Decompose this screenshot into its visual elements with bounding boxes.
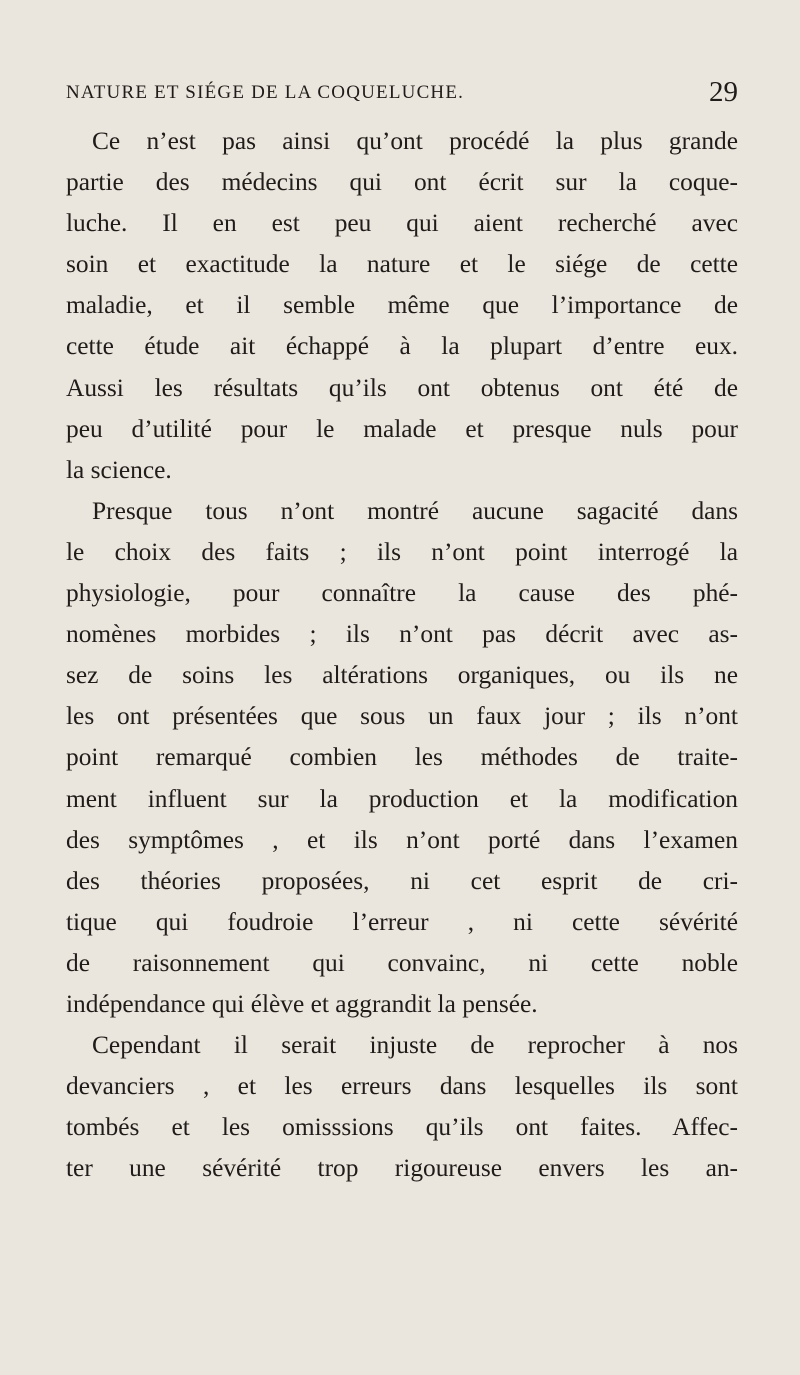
paragraph-1	[66, 121, 738, 491]
text-line: indépendance qui élève et aggrandit la pensée.	[66, 989, 538, 1018]
text-line: le choix des faits ; ils n’ont point interrogé la	[66, 537, 738, 566]
text-line: Ce n’est pas ainsi qu’ont procédé la plus grande	[92, 127, 738, 155]
paragraph-2	[66, 491, 738, 1025]
text-line: ment influent sur la production et la modification	[66, 784, 738, 813]
text-line: maladie, et il semble même que l’importance de	[66, 291, 738, 320]
text-line: tombés et les omisssions qu’ils ont faites. Affec-	[66, 1113, 738, 1142]
text-line: tique qui foudroie l’erreur , ni cette sévérité	[66, 907, 738, 936]
text-line: des symptômes , et ils n’ont porté dans l’examen	[66, 825, 738, 854]
text-line: soin et exactitude la nature et le siége de cette	[66, 250, 738, 279]
text-line: partie des médecins qui ont écrit sur la coque-	[66, 168, 738, 197]
text-line: nomènes morbides ; ils n’ont pas décrit avec as-	[66, 620, 738, 649]
text-line: Cependant il serait injuste de reprocher à nos	[92, 1031, 738, 1060]
text-line: peu d’utilité pour le malade et presque nuls pour	[66, 414, 738, 443]
text-line: Presque tous n’ont montré aucune sagacité dans	[92, 496, 738, 525]
text-line: point remarqué combien les méthodes de traite-	[66, 743, 738, 772]
page-number: 29	[709, 76, 738, 108]
text-line: ter une sévérité trop rigoureuse envers les an-	[66, 1154, 738, 1183]
text-line: de raisonnement qui convainc, ni cette noble	[66, 948, 738, 977]
text-line: la science.	[66, 455, 172, 484]
text-line: physiologie, pour connaître la cause des phé-	[66, 579, 738, 608]
body-text	[66, 121, 738, 1189]
page-header	[66, 76, 738, 112]
text-line: les ont présentées que sous un faux jour ; ils n’ont	[66, 702, 738, 731]
text-line: Aussi les résultats qu’ils ont obtenus ont été de	[66, 373, 738, 402]
text-line: cette étude ait échappé à la plupart d’entre eux.	[66, 332, 738, 361]
text-line: sez de soins les altérations organiques, ou ils ne	[66, 661, 738, 690]
text-line: devanciers , et les erreurs dans lesquelles ils sont	[66, 1072, 738, 1101]
text-line: des théories proposées, ni cet esprit de cri-	[66, 866, 738, 895]
text-line: luche. Il en est peu qui aient recherché avec	[66, 209, 738, 238]
running-title: NATURE ET SIÉGE DE LA COQUELUCHE.	[66, 82, 465, 103]
paragraph-3	[66, 1025, 738, 1189]
